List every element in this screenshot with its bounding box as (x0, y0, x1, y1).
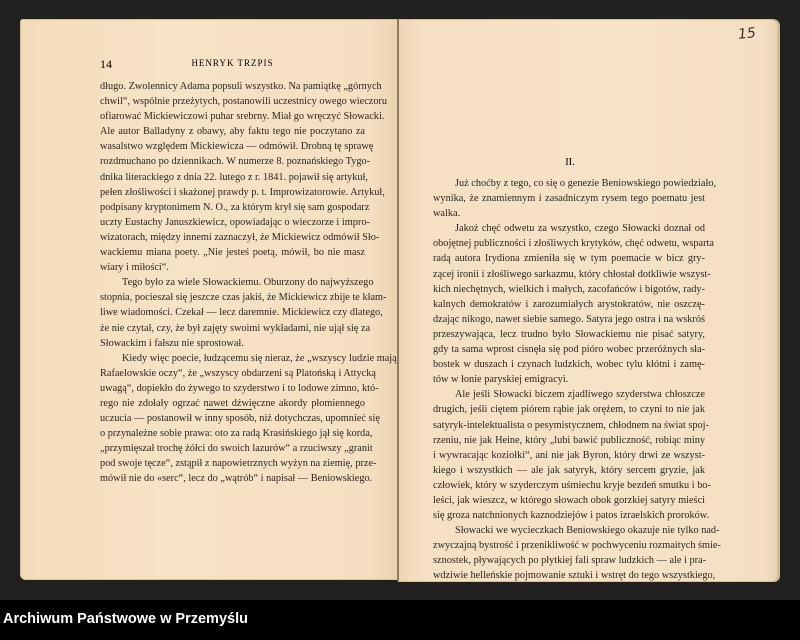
text-line: bostek w duszach i czynach ludzkich, wobec tylu kłótni i zamę- (433, 359, 705, 371)
text-line: podpisany kryptonimem N. O., za którym krył się sam gospodarz (100, 201, 370, 213)
text-line: radą autora Irydiona zmieniła się w tym poemacie w bicz gry- (433, 253, 705, 265)
text-line: Ale autor Balladyny z obawy, aby faktu tego nie poczytano za (100, 126, 365, 138)
text-line: ofiarować Mickiewiczowi puhar srebrny. Miał go wręczyć Słowacki. (100, 111, 385, 123)
text-line: rzeniu, nie jak Heine, który „lubi bawić publiczność, robiąc miny (433, 434, 705, 446)
text-line: wasalstwo względem Mickiewicza — odmówił. Drobną tę sprawę (100, 141, 374, 153)
left-page-body (100, 79, 397, 487)
text-line: uczucia — postanowił w inny sposób, niż dotychczas, upomnieć się (100, 413, 380, 425)
section-divider (206, 409, 252, 410)
text-line: wizatorach, między innemi zaznaczył, że Mickiewicz odmówił Sło- (100, 231, 380, 243)
text-line: Słowacki we wycieczkach Beniowskiego okazuje nie tylko nad- (455, 525, 720, 537)
text-line: Rafaelowskie oczy“, że „wszyscy obdarzeni są Platońską i Attycką (100, 367, 376, 379)
text-line: mówił nie do «serc“, lecz do „wątrób“ i napisał — Beniowskiego. (100, 473, 373, 485)
text-line: Ale jeśli Słowacki biczem zjadliwego szyderstwa chłoszcze (455, 389, 705, 401)
text-line: że nie czytał, czy, że był zajęty swoimi wykładami, nie ujął się za (100, 322, 371, 334)
text-line: wdziwie helleńskie pojmowanie sztuki i wstręt do tego wszystkiego, (433, 570, 716, 582)
text-line: rego nie zdołały ogrzać nawet dźwięczne akordy płomiennego (100, 397, 365, 409)
text-line: wackiemu miana poety. „Nie jesteś poetą, mówił, bo nie masz (100, 247, 365, 259)
text-line: kalnych demokratów i zarozumiałych arystokratów, nie oszczę- (433, 298, 705, 310)
text-line: gdy ta sama wprost cisnęła się pod pióro wobec przeróżnych sła- (433, 344, 705, 356)
text-line: i wywracając koziołki“, ani nie jak Byron, który drwi ze wszyst- (433, 449, 705, 461)
text-line: tów w łonie paryskiej emigracyi. (433, 374, 569, 386)
chapter-heading: II. (565, 157, 575, 168)
text-line: uwagą“, dopiekło do żywego to szyderstwo i to lodowe zimno, któ- (100, 382, 379, 394)
text-line: walka. (433, 208, 461, 220)
text-line: dzając nikogo, nawet siebie samego. Satyra jego ostra i na wskróś (433, 313, 705, 325)
text-line: przeszywająca, lecz trudno było Słowackiemu nie pisać satyry, (433, 328, 705, 340)
text-line: liwe wiadomości. Czekał — lecz daremnie. Mickiewicz czy dlatego, (100, 307, 383, 319)
book-gutter (397, 19, 399, 581)
text-line: zwyczajną bystrość i przenikliwość w pochwyceniu rozmaitych śmie- (433, 540, 721, 552)
archive-caption: Archiwum Państwowe w Przemyślu (3, 611, 248, 627)
text-line: satyryk-intelektualista o pesymistycznem, chłodnem na świat spoj- (433, 419, 709, 431)
text-line: o przynależne sobie prawa: oto za radą Krasińskiego jął się korda, (100, 428, 373, 440)
text-line: wiary i miłości“. (100, 262, 169, 274)
text-line: Kiedy więc poecie, łudzącemu się nieraz, że „wszyscy ludzie mają (122, 352, 397, 364)
text-line: leści, jak wieszcz, w którego słowach obok gorzkiej satyry mieści (433, 494, 705, 506)
text-line: „przymięszał trochę żółci do swoich lazurów“ a rzuciwszy „granit (100, 443, 373, 455)
text-line: kiego i wszystkich — ale jak satyryk, który sercem gryzie, jak (433, 464, 705, 476)
text-line: obojętnej publiczności i złośliwych krytyków, chęć odwetu, wsparta (433, 238, 714, 250)
text-line: Jakoż chęć odwetu za wszystko, czego Słowacki doznał od (455, 223, 705, 235)
right-page-body (433, 176, 721, 640)
text-line: długo. Zwolennicy Adama popsuli wszystko. Na pamiątkę „górnych (100, 81, 382, 92)
text-line: Słowackim i fałszu nie sprostował. (100, 337, 244, 349)
text-line: stopnia, pocieszał się jeszcze czas jakiś, że Mickiewicz zbije te kłam- (100, 292, 387, 304)
text-line: chwil“, wspólnie przeżytych, postanowili uczestnicy owego wieczoru (100, 96, 388, 108)
text-line: co niegodne, co poniżające, co brzydkie. Jako człowiek jest idea- (433, 585, 705, 597)
text-line: pełen złośliwości i skażonej prawdy p. t. Improwizatorowie. Artykuł, (100, 186, 385, 198)
text-line: rozdmuchano po dziennikach. W numerze 8. poznańskiego Tygo- (100, 156, 371, 168)
text-line: kich niechętnych, wielkich i małych, zacofańców i bigotów, rady- (433, 283, 705, 295)
text-line: człowiek, który w szyderczym uśmiechu kryje bezdeń smutku i bo- (433, 479, 711, 491)
page-number-left: 14 (100, 57, 112, 71)
text-line: zącej ironii i złośliwego sarkazmu, który chłostał dotkliwie wszyst- (433, 268, 711, 280)
handwritten-page-number: 15 (737, 25, 757, 43)
text-line: dnika literackiego z dnia 22. lutego z r. 1841. pojawił się artykuł, (100, 171, 368, 183)
running-header-title: HENRYK TRZPIS (191, 58, 274, 68)
text-line: Tego było za wiele Słowackiemu. Oburzony do najwyższego (122, 277, 374, 289)
text-line: się groza natchnionych kaznodziejów i patos izraelskich proroków. (433, 510, 710, 522)
text-line: drugich, jeśli ciętem piórem rąbie jak orężem, to czyni to nie jak (433, 404, 705, 416)
text-line: pod swoje tęcze“, zstąpił z napowietrznych wyżyn na ziemię, prze- (100, 458, 377, 470)
text-line: wynika, że znamiennym i zasadniczym rysem tego poematu jest (433, 193, 705, 205)
text-line: uczty Eustachy Januszkiewicz, opowiadając o wieczorze i impro- (100, 216, 370, 228)
text-line: sznostek, pływających po płytkiej fali spraw ludzkich — ale i pra- (433, 555, 707, 567)
text-line: Już choćby z tego, co się o genezie Beniowskiego powiedziało, (455, 178, 717, 189)
